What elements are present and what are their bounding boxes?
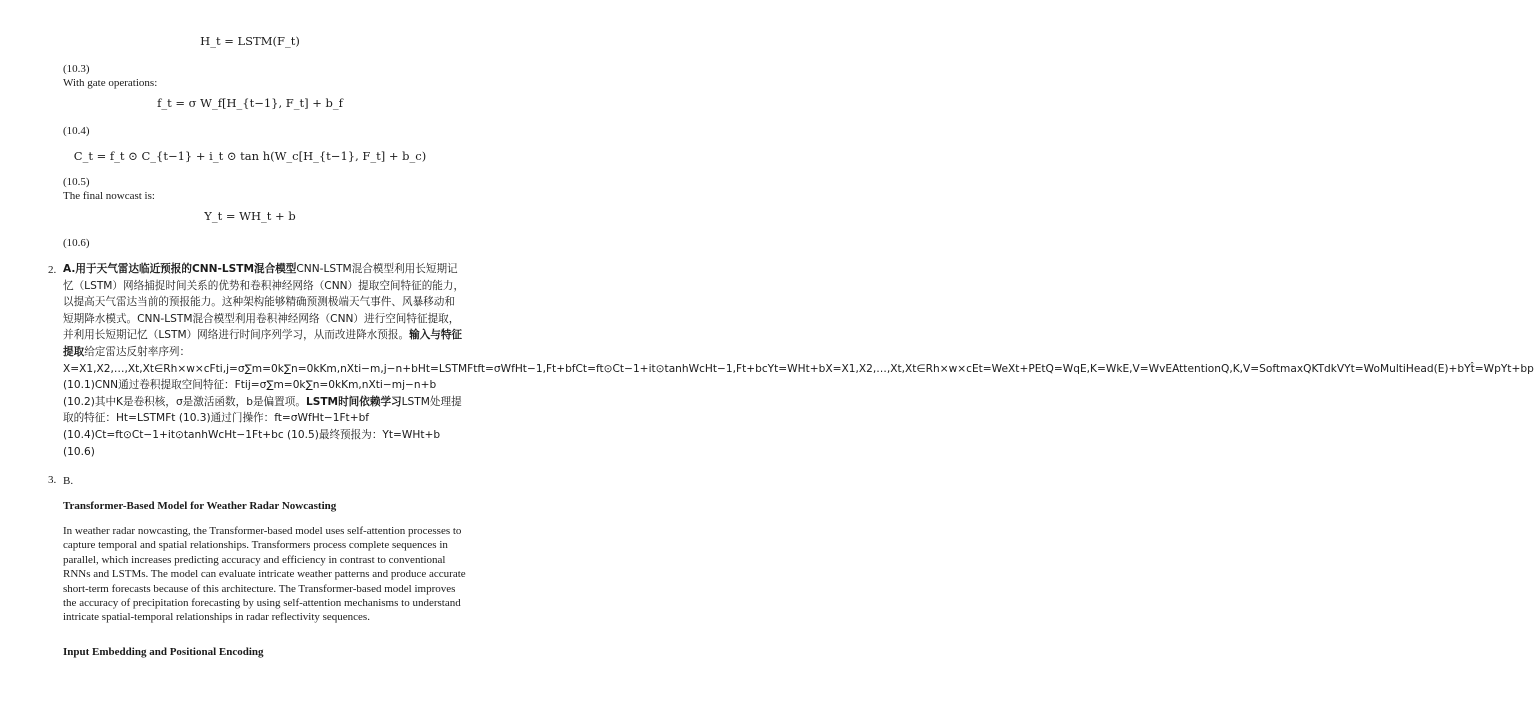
equation-number-10-4: (10.4)	[63, 125, 90, 137]
feature-extraction-heading: 输入与特征提取	[63, 329, 463, 358]
subsection-title: Input Embedding and Positional Encoding	[63, 646, 264, 658]
item-3-label: B.	[63, 475, 74, 487]
equation-forget-gate	[0, 96, 500, 110]
equation-final-output	[0, 209, 500, 223]
final-nowcast-intro: The final nowcast is:	[63, 190, 155, 202]
equation-lstm-text: H_t = LSTM(F_t)	[200, 34, 300, 48]
gate-intro-text: With gate operations:	[63, 77, 158, 89]
cnn-lstm-section	[63, 261, 1534, 460]
list-marker-2: 2.	[48, 264, 57, 276]
section-paragraph: In weather radar nowcasting, the Transformer-based model uses self-attention processes to capture temporal and spatial relationships. Transformers process complete sequences in parallel, which increases predicting accuracy and efficiency in contrast to conventional RNNs and LSTMs. The model can evaluate intricate weather patterns and produce accurate short-term forecasts because of this architecture. The Transformer-based model improves the accuracy of precipitation forecasting by using self-attention mechanisms to understand intricate spatial-temporal relationships in radar reflectivity sequences.	[63, 525, 466, 624]
equation-forget-gate-text: f_t = σ W_f[H_{t−1}, F_t] + b_f	[157, 96, 343, 110]
cnn-lstm-title: A.用于天气雷达临近预报的CNN-LSTM混合模型	[63, 263, 297, 275]
equation-lstm	[0, 34, 500, 48]
cnn-lstm-paragraph-3: LSTM处理提取的特征：Ht=LSTMFt (10.3)通过门操作：ft=σWfHt−1Ft+bf (10.4)Ct=ft⊙Ct−1+it⊙tanhWcHt−1Ft+bc (10.5)最终预报为：Yt=WHt+b (10.6)	[63, 395, 462, 458]
cnn-lstm-paragraph-2: 给定雷达反射率序列：X=X1,X2,…,Xt,Xt∈Rh×w×cFti,j=σ∑m=0k∑n=0kKm,nXti−m,j−n+bHt=LSTMFtft=σWfHt−1,Ft+bfCt=ft⊙Ct−1+it⊙tanhWcHt−1,Ft+bcYt=WHt+bX=X1,X2,…,Xt,Xt∈Rh×w×cEt=WeXt+PEtQ=WqE,K=WkE,V=WvEAttentionQ,K,V=SoftmaxQKTdkVYt=WoMultiHead(E)+bYt̂=WpYt+bp (10.1)CNN通过卷积提取空间特征：Ftij=σ∑m=0k∑n=0kKm,nXti−mj−n+b (10.2)其中K是卷积核，σ是激活函数，b是偏置项。	[63, 345, 1534, 408]
equation-cell-state-text: C_t = f_t ⊙ C_{t−1} + i_t ⊙ tan h(W_c[H_{t−1}, F_t] + b_c)	[73, 149, 427, 163]
equation-number-10-5: (10.5)	[63, 176, 90, 188]
equation-number-10-6: (10.6)	[63, 237, 90, 249]
section-title: Transformer-Based Model for Weather Radar Nowcasting	[63, 500, 337, 512]
equation-final-output-text: Y_t = WH_t + b	[204, 209, 296, 223]
list-marker-3: 3.	[48, 474, 57, 486]
lstm-temporal-heading: LSTM时间依赖学习	[305, 395, 402, 408]
equation-number-10-3: (10.3)	[63, 63, 90, 75]
equation-cell-state	[0, 149, 500, 163]
cnn-lstm-paragraph-1: CNN-LSTM混合模型利用长短期记忆（LSTM）网络捕捉时间关系的优势和卷积神经网络（CNN）提取空间特征的能力，以提高天气雷达当前的预报能力。这种架构能够精确预测极端天气事件、风暴移动和短期降水模式。CNN-LSTM混合模型利用卷积神经网络（CNN）进行空间特征提取，并利用长短期记忆（LSTM）网络进行时间序列学习，从而改进降水预报。	[63, 263, 465, 342]
